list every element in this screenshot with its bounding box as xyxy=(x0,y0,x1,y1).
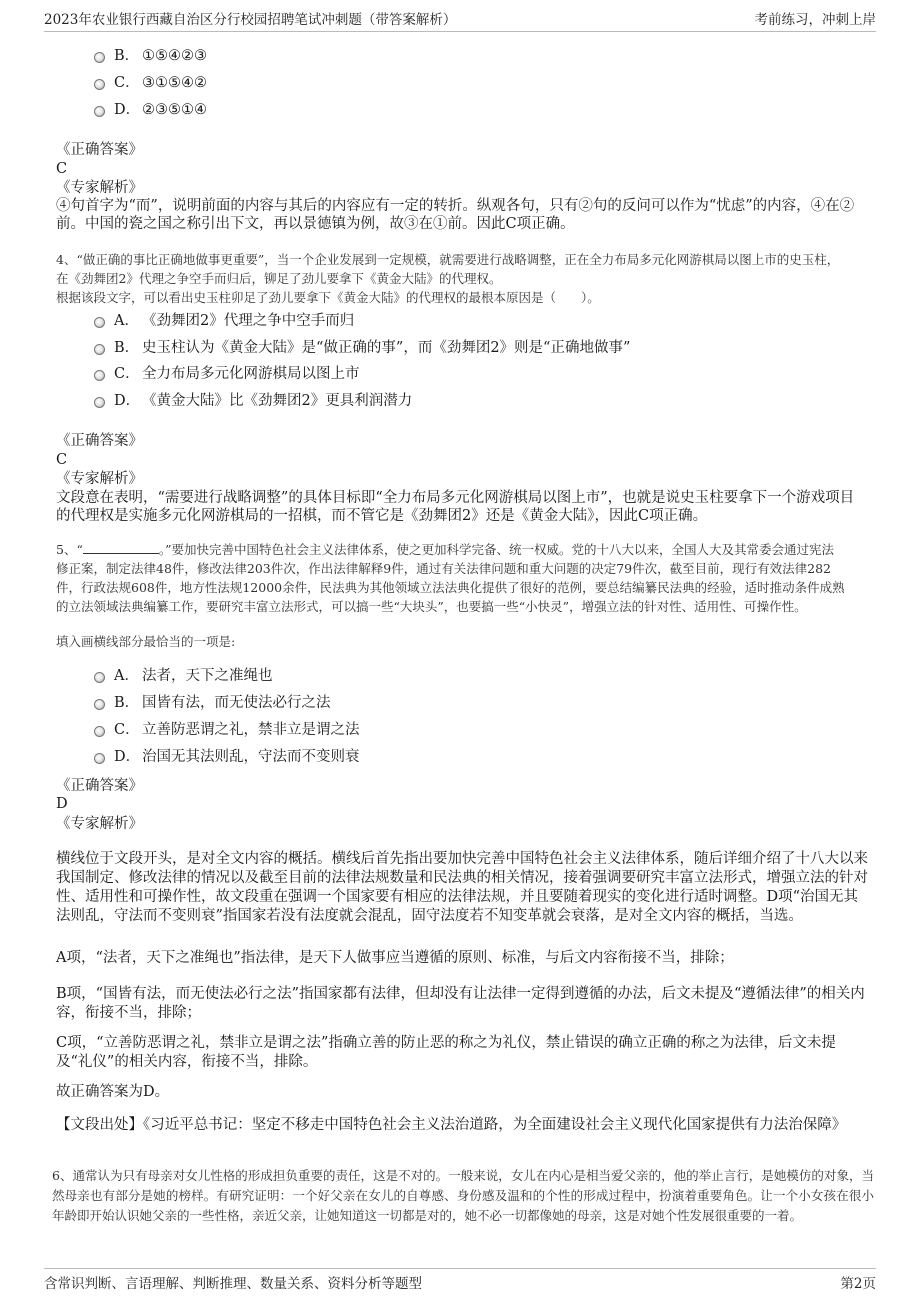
radio-icon[interactable] xyxy=(94,672,105,683)
q4-answer: C xyxy=(56,452,68,468)
option-text: 史玉柱认为《黄金大陆》是“做正确的事”，而《劲舞团2》则是“正确地做事” xyxy=(142,340,631,356)
q4-option-d[interactable] xyxy=(94,391,412,411)
q5-analysis-paragraph: 横线位于文段开头，是对全文内容的概括。横线后首先指出要加快完善中国特色社会主义法律体系，随后详细介绍了十八大以来我国制定、修改法律的情况以及截至目前的法律法规数量和民法典的相关情况，接着强调要研究丰富立法形式，增强立法的针对性、适用性和可操作性，故文段重在强调一个国家要有相应的法律法规，并且要随着现实的变化进行适时调整。D项“治国无其法则乱，守法而不变则衰”指国家若没有法度就会混乱，固守法度若不知变革就会衰落，是对全文内容的概括，当选。 xyxy=(56,851,868,924)
q5-option-c[interactable] xyxy=(94,720,360,740)
q5-stem-line: 的立法领域法典编纂工作，要研究丰富立法形式，可以搞一些“大块头”，也要搞一些“小快灵”，增强立法的针对性、适用性、可操作性。 xyxy=(56,599,807,614)
q3-answer-label: 《正确答案》 xyxy=(56,142,143,158)
option-letter: B． xyxy=(114,695,140,711)
q5-source: 【文段出处】《习近平总书记：坚定不移走中国特色社会主义法治道路，为全面建设社会主义现代化国家提供有力法治保障》 xyxy=(56,1117,847,1133)
q5-option-d[interactable] xyxy=(94,747,360,767)
q5-analysis-paragraph: A项，“法者，天下之准绳也”指法律，是天下人做事应当遵循的原则、标准，与后文内容衔接不当，排除； xyxy=(56,950,734,966)
q5-analysis-paragraph: C项，“立善防恶谓之礼，禁非立是谓之法”指确立善的防止恶的称之为礼仪，禁止错误的确立正确的称之为法律，后文未提及“礼仪”的相关内容，衔接不当，排除。 xyxy=(56,1035,836,1070)
footer-topics: 含常识判断、言语理解、判断推理、数量关系、资料分析等题型 xyxy=(44,1276,422,1292)
q3-analysis-line: 前。中国的瓷之国之称引出下文，再以景德镇为例，故③在①前。因此C项正确。 xyxy=(56,216,575,232)
q4-stem-line: 根据该段文字，可以看出史玉柱卯足了劲儿要拿下《黄金大陆》的代理权的最根本原因是（ ）。 xyxy=(56,290,600,305)
option-letter: C． xyxy=(114,722,140,738)
q5-option-b[interactable] xyxy=(94,693,331,713)
radio-icon[interactable] xyxy=(94,753,105,764)
radio-icon[interactable] xyxy=(94,370,105,381)
q3-option-b[interactable] xyxy=(94,46,207,66)
q3-answer: C xyxy=(56,161,68,177)
option-text: 立善防恶谓之礼，禁非立是谓之法 xyxy=(142,722,360,738)
q5-prompt: 填入画横线部分最恰当的一项是: xyxy=(56,634,236,649)
option-text: 治国无其法则乱，守法而不变则衰 xyxy=(142,749,360,765)
radio-icon[interactable] xyxy=(94,699,105,710)
option-letter: C． xyxy=(114,75,140,91)
q5-stem-line: 修正案，制定法律48件，修改法律203件次，作出法律解释9件，通过有关法律问题和重大问题的决定79件次，截至目前，现行有效法律282 xyxy=(56,561,831,576)
option-letter: B． xyxy=(114,48,140,64)
page-header xyxy=(44,8,876,32)
q5-answer: D xyxy=(56,796,68,812)
option-letter: D． xyxy=(114,102,141,118)
q3-analysis-line: ④句首字为“而”，说明前面的内容与其后的内容应有一定的转折。纵观各句，只有②句的反问可以作为“忧虑”的内容，④在② xyxy=(56,198,855,214)
q5-answer-label: 《正确答案》 xyxy=(56,778,143,794)
q6-stem: 6、通常认为只有母亲对女儿性格的形成担负重要的责任，这是不对的。一般来说，女儿在内心是相当爱父亲的，他的举止言行，是她模仿的对象，当然母亲也有部分是她的榜样。有研究证明：一个好父亲在女儿的自尊感、身份感及温和的个性的形成过程中，扮演着重要角色。让一个小女孩在很小年龄即开始认识她父亲的一些性格，亲近父亲，让她知道这一切都是对的，她不必一切都像她的母亲，这是对她个性发展很重要的一着。 xyxy=(52,1168,874,1223)
header-slogan: 考前练习，冲刺上岸 xyxy=(754,12,876,28)
option-text: 国皆有法，而无使法必行之法 xyxy=(142,695,331,711)
option-text: 全力布局多元化网游棋局以图上市 xyxy=(142,366,360,382)
option-text: 《劲舞团2》代理之争中空手而归 xyxy=(142,313,355,329)
radio-icon[interactable] xyxy=(94,79,105,90)
option-text: ②③⑤①④ xyxy=(142,102,207,118)
q4-option-a[interactable] xyxy=(94,311,354,331)
radio-icon[interactable] xyxy=(94,317,105,328)
q3-option-d[interactable] xyxy=(94,100,207,120)
q3-option-c[interactable] xyxy=(94,73,207,93)
radio-icon[interactable] xyxy=(94,726,105,737)
option-letter: A． xyxy=(114,668,139,684)
header-title: 2023年农业银行西藏自治区分行校园招聘笔试冲刺题（带答案解析） xyxy=(44,12,457,28)
q5-stem-line: 件，行政法规608件，地方性法规12000余件，民法典为其他领域立法法典化提供了很好的范例，要总结编纂民法典的经验，适时推动条件成熟 xyxy=(56,580,845,595)
q4-stem-line: 在《劲舞团2》代理之争空手而归后，铆足了劲儿要拿下《黄金大陆》的代理权。 xyxy=(56,271,502,286)
radio-icon[interactable] xyxy=(94,106,105,117)
option-text: ③①⑤④② xyxy=(142,75,207,91)
q5-option-a[interactable] xyxy=(94,666,273,686)
radio-icon[interactable] xyxy=(94,344,105,355)
option-text: ①⑤④②③ xyxy=(142,48,207,64)
q5-analysis-paragraph: 故正确答案为D。 xyxy=(56,1084,170,1100)
radio-icon[interactable] xyxy=(94,397,105,408)
q3-analysis-label: 《专家解析》 xyxy=(56,180,143,196)
q4-option-c[interactable] xyxy=(94,364,360,384)
q5-stem-line xyxy=(56,540,870,559)
option-letter: D． xyxy=(114,749,141,765)
q5-analysis-label: 《专家解析》 xyxy=(56,816,143,832)
page-footer xyxy=(44,1268,876,1292)
q5-analysis-paragraph: B项，“国皆有法，而无使法必行之法”指国家都有法律，但却没有让法律一定得到遵循的办法，后文未提及“遵循法律”的相关内容，衔接不当，排除； xyxy=(56,986,865,1021)
option-letter: B． xyxy=(114,340,140,356)
q4-stem-line: 4、“做正确的事比正确地做事更重要”，当一个企业发展到一定规模，就需要进行战略调整，正在全力布局多元化网游棋局以图上市的史玉柱， xyxy=(56,252,840,267)
option-letter: C． xyxy=(114,366,140,382)
q4-analysis-line: 的代理权是实施多元化网游棋局的一招棋，而不管它是《劲舞团2》还是《黄金大陆》，因此C项正确。 xyxy=(56,508,708,524)
page-number: 第2页 xyxy=(840,1276,876,1292)
q4-answer-label: 《正确答案》 xyxy=(56,433,143,449)
radio-icon[interactable] xyxy=(94,52,105,63)
option-letter: A． xyxy=(114,313,139,329)
option-letter: D． xyxy=(114,393,141,409)
q4-option-b[interactable] xyxy=(94,338,630,358)
q4-analysis-label: 《专家解析》 xyxy=(56,471,143,487)
q4-analysis-line: 文段意在表明，“需要进行战略调整”的具体目标即“全力布局多元化网游棋局以图上市”，也就是说史玉柱要拿下一个游戏项目 xyxy=(56,490,855,506)
option-text: 法者，天下之准绳也 xyxy=(142,668,273,684)
q5-stem-rest: 。”要加快完善中国特色社会主义法律体系，使之更加科学完备、统一权威。党的十八大以来，全国人大及其常委会通过宪法 xyxy=(158,542,834,557)
option-text: 《黄金大陆》比《劲舞团2》更具利润潜力 xyxy=(142,393,413,409)
fill-blank xyxy=(83,541,159,554)
q5-number: 5、“ xyxy=(56,542,83,557)
